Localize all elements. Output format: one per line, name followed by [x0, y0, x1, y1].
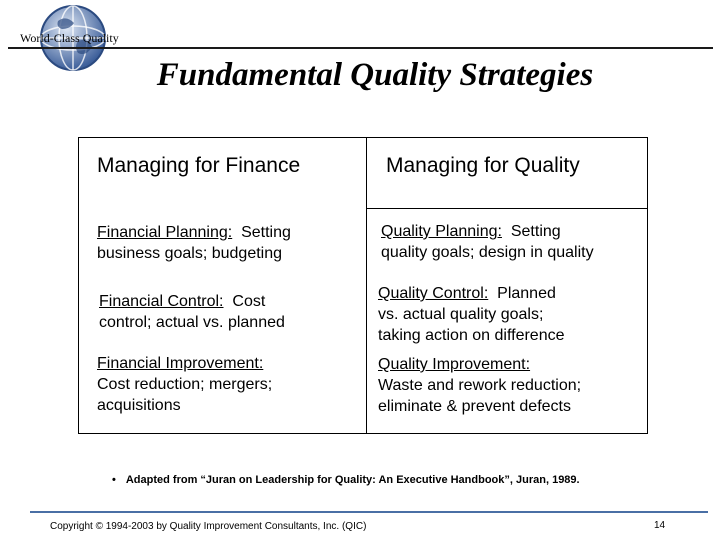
quality-control-line2: vs. actual quality goals;: [378, 306, 544, 323]
quality-improvement-line2: Waste and rework reduction;: [378, 377, 582, 394]
quality-improvement-term: Quality Improvement:: [378, 356, 531, 373]
column-divider: [366, 138, 367, 433]
footer-divider: [30, 511, 708, 513]
financial-improvement-line3: acquisitions: [97, 397, 181, 414]
financial-improvement-cell: [97, 353, 272, 416]
financial-planning-cell: [97, 222, 291, 264]
financial-planning-line1: Setting: [232, 224, 291, 241]
footnote-bullet: •: [112, 474, 116, 486]
quality-control-line1: Planned: [488, 285, 556, 302]
page-title: [0, 57, 720, 94]
page-number: 14: [654, 520, 666, 531]
brand-label: World-Class Quality: [20, 31, 119, 45]
financial-control-cell: [99, 291, 285, 333]
strategy-table: [78, 137, 648, 434]
quality-planning-line2: quality goals; design in quality: [381, 244, 594, 261]
source-footnote: [112, 474, 580, 486]
page-title-text: Fundamental Quality Strategies: [156, 57, 594, 93]
financial-control-line2: control; actual vs. planned: [99, 314, 285, 331]
header-row-divider: [366, 208, 647, 209]
financial-planning-line2: business goals; budgeting: [97, 245, 283, 262]
quality-planning-term: Quality Planning:: [381, 223, 502, 240]
footnote-text: Adapted from “Juran on Leadership for Quality: An Executive Handbook”, Juran, 1989.: [125, 474, 580, 486]
financial-improvement-term: Financial Improvement:: [97, 355, 264, 372]
financial-improvement-line2: Cost reduction; mergers;: [97, 376, 273, 393]
quality-heading: Managing for Quality: [386, 154, 580, 177]
header-divider: [8, 47, 713, 49]
financial-control-line1: Cost: [223, 293, 266, 310]
quality-control-cell: [378, 283, 565, 346]
quality-control-line3: taking action on difference: [378, 327, 565, 344]
quality-planning-line1: Setting: [501, 223, 561, 240]
quality-planning-cell: [381, 221, 594, 263]
finance-heading: Managing for Finance: [97, 154, 301, 177]
quality-improvement-line3: eliminate & prevent defects: [378, 398, 571, 415]
financial-control-term: Financial Control:: [99, 293, 224, 310]
quality-improvement-cell: [378, 354, 581, 417]
copyright-notice: Copyright © 1994-2003 by Quality Improvement Consultants, Inc. (QIC): [50, 521, 367, 532]
quality-control-term: Quality Control:: [378, 285, 489, 302]
financial-planning-term: Financial Planning:: [97, 224, 233, 241]
